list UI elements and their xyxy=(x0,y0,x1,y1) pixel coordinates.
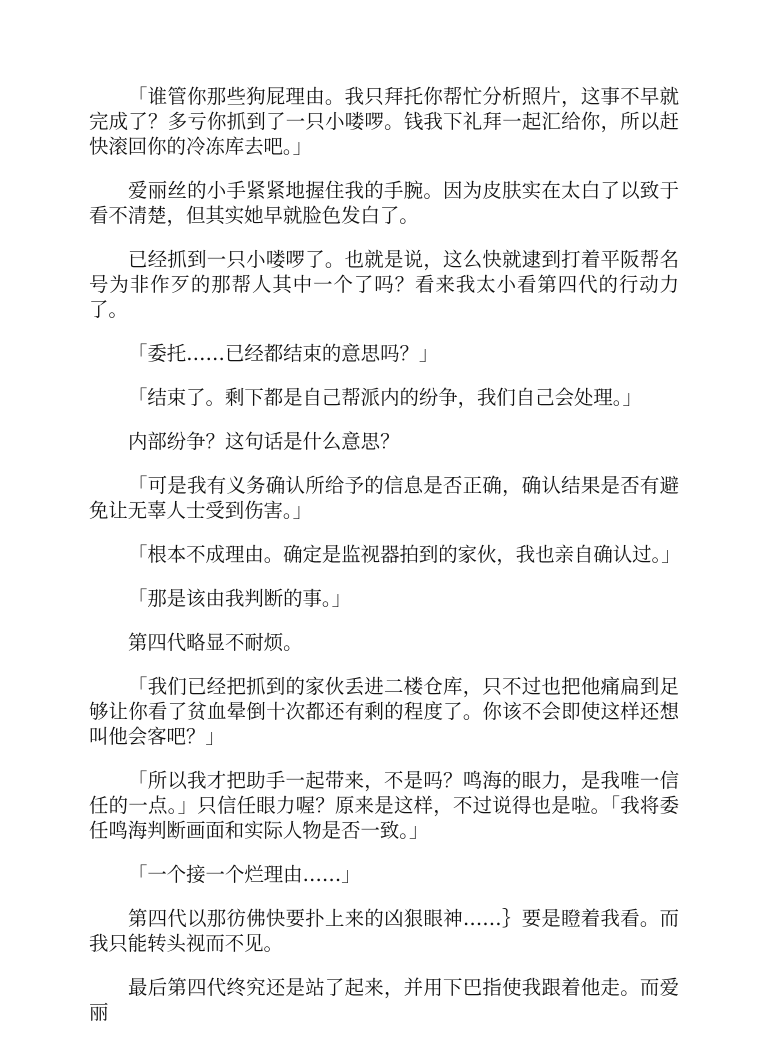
paragraph: 「我们已经把抓到的家伙丢进二楼仓库，只不过也把他痛扁到足够让你看了贫血晕倒十次都还有剩的程度了。你该不会即使这样还想叫他会客吧？」 xyxy=(89,675,679,748)
paragraph: 第四代以那彷佛快要扑上来的凶狠眼神……｝要是瞪着我看。而我只能转头视而不见。 xyxy=(89,907,679,955)
paragraph: 「所以我才把助手一起带来，不是吗？鸣海的眼力，是我唯一信任的一点。」只信任眼力喔？原来是这样，不过说得也是啦。「我将委任鸣海判断画面和实际人物是否一致。」 xyxy=(89,769,679,842)
paragraph: 「谁管你那些狗屁理由。我只拜托你帮忙分析照片，这事不早就完成了？多亏你抓到了一只小喽啰。钱我下礼拜一起汇给你，所以赶快滚回你的冷冻库去吧。」 xyxy=(89,85,679,158)
paragraph: 爱丽丝的小手紧紧地握住我的手腕。因为皮肤实在太白了以致于看不清楚，但其实她早就脸色发白了。 xyxy=(89,179,679,227)
paragraph: 第四代略显不耐烦。 xyxy=(128,631,303,654)
paragraph: 「可是我有义务确认所给予的信息是否正确，确认结果是否有避免让无辜人士受到伤害。」 xyxy=(89,474,679,522)
paragraph: 最后第四代终究还是站了起来，并用下巴指使我跟着他走。而爱丽 xyxy=(89,976,679,1024)
paragraph: 「那是该由我判断的事。」 xyxy=(128,587,351,610)
paragraph: 「委托……已经都结束的意思吗？」 xyxy=(128,342,439,365)
paragraph: 「根本不成理由。确定是监视器拍到的家伙，我也亲自确认过。」 xyxy=(128,543,681,566)
paragraph: 内部纷争？这句话是什么意思？ xyxy=(128,430,400,453)
paragraph: 「一个接一个烂理由……」 xyxy=(128,863,361,886)
paragraph: 「结束了。剩下都是自己帮派内的纷争，我们自己会处理。」 xyxy=(128,386,642,409)
page-body xyxy=(89,84,679,1044)
paragraph: 已经抓到一只小喽啰了。也就是说，这么快就逮到打着平阪帮名号为非作歹的那帮人其中一个了吗？看来我太小看第四代的行动力了。 xyxy=(89,248,679,321)
